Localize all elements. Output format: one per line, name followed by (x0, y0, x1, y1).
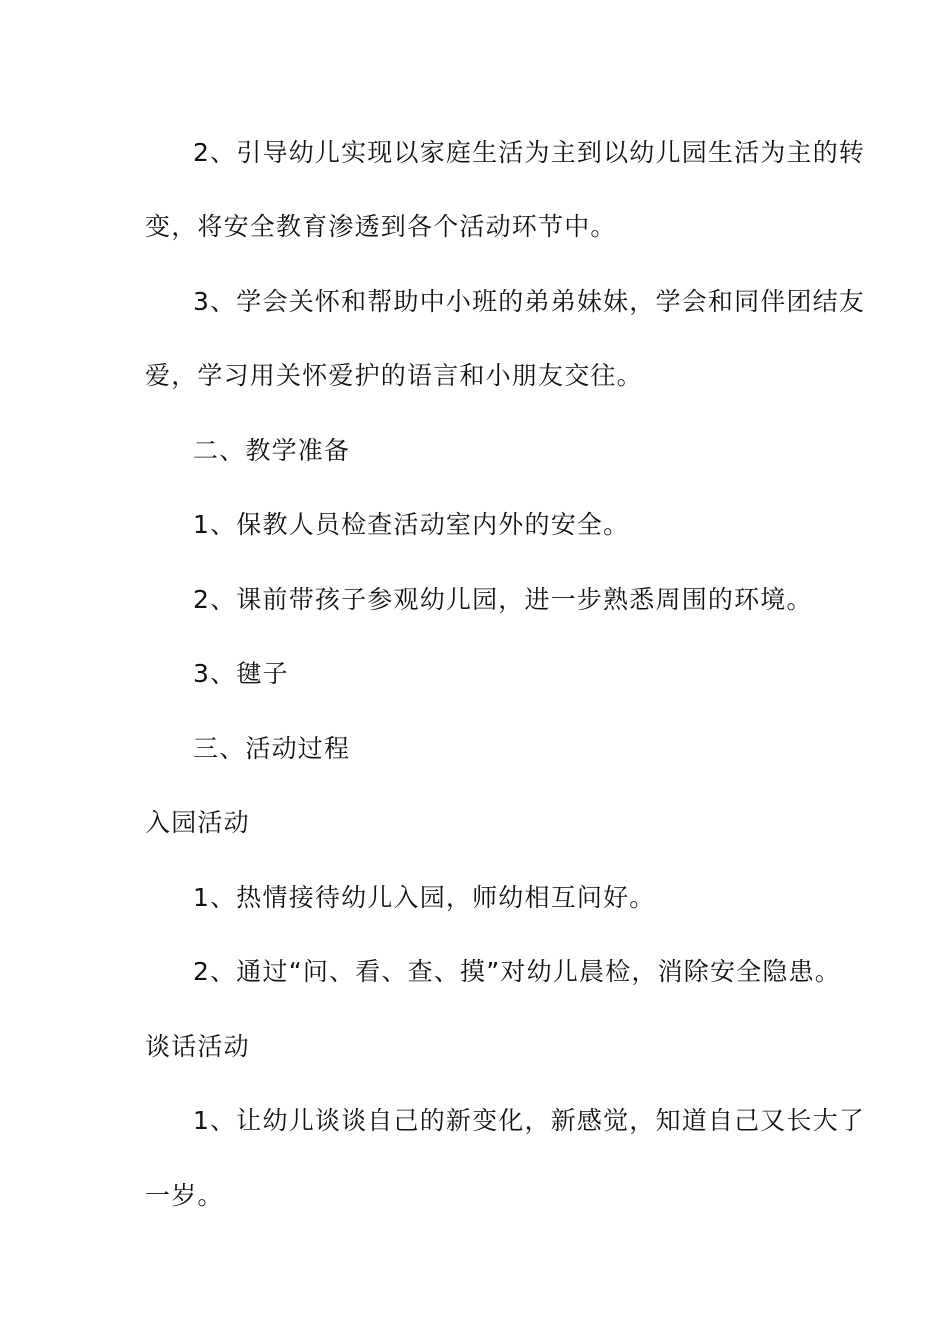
paragraph-line: 2、通过“问、看、查、摸”对幼儿晨检，消除安全隐患。 (193, 957, 842, 986)
paragraph-line: 2、课前带孩子参观幼儿园，进一步熟悉周围的环境。 (193, 585, 813, 614)
paragraph-line: 爱，学习用关怀爱护的语言和小朋友交往。 (145, 361, 643, 390)
paragraph-line: 2、引导幼儿实现以家庭生活为主到以幼儿园生活为主的转 (193, 138, 866, 167)
section-heading: 三、活动过程 (193, 734, 351, 763)
paragraph-line: 3、毽子 (193, 659, 289, 688)
paragraph-line: 3、学会关怀和帮助中小班的弟弟妹妹，学会和同伴团结友 (193, 287, 866, 316)
paragraph-line: 1、热情接待幼儿入园，师幼相互问好。 (193, 883, 656, 912)
paragraph-line: 一岁。 (145, 1181, 224, 1210)
section-heading: 二、教学准备 (193, 436, 351, 465)
paragraph-line: 1、让幼儿谈谈自己的新变化，新感觉，知道自己又长大了 (193, 1106, 866, 1135)
paragraph-line: 1、保教人员检查活动室内外的安全。 (193, 510, 630, 539)
subsection-heading: 入园活动 (145, 808, 250, 837)
subsection-heading: 谈话活动 (145, 1032, 250, 1061)
paragraph-line: 变，将安全教育渗透到各个活动环节中。 (145, 212, 617, 241)
